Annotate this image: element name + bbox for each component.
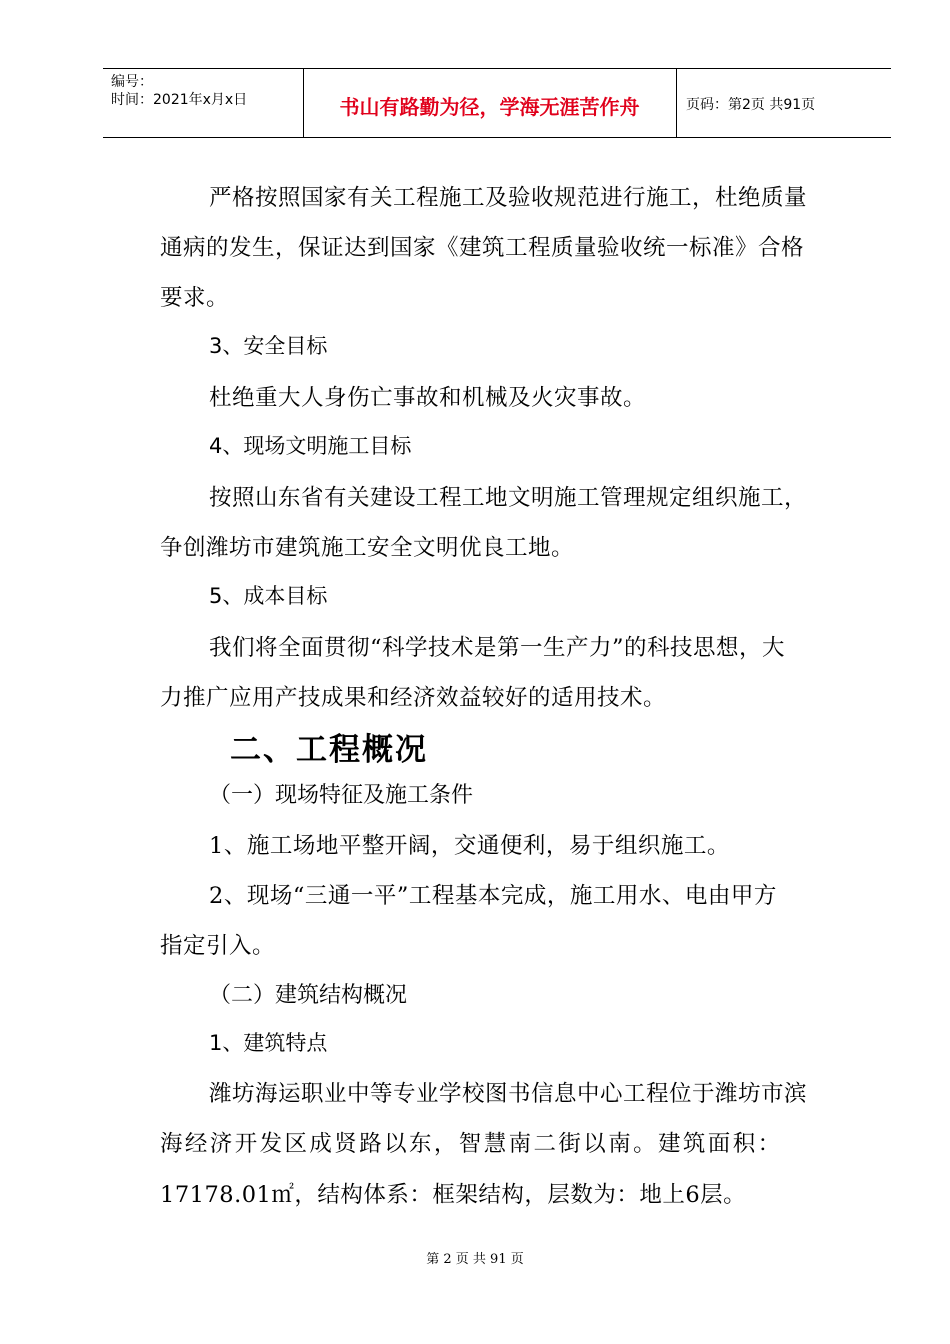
paragraph-line: 争创潍坊市建筑施工安全文明优良工地。 bbox=[160, 535, 575, 561]
paragraph-line: 海经济开发区成贤路以东，智慧南二街以南。建筑面积： bbox=[160, 1131, 783, 1157]
serial-label: 编号： bbox=[111, 74, 153, 90]
paragraph-line: 1、施工场地平整开阔，交通便利，易于组织施工。 bbox=[209, 833, 730, 859]
paragraph-line: 潍坊海运职业中等专业学校图书信息中心工程位于潍坊市滨 bbox=[209, 1081, 808, 1107]
paragraph-line: 要求。 bbox=[160, 285, 230, 311]
page-footer: 第 2 页 共 91 页 bbox=[426, 1252, 524, 1267]
date-label: 时间：2021年x月x日 bbox=[111, 92, 248, 108]
paragraph-line: 严格按照国家有关工程施工及验收规范进行施工，杜绝质量 bbox=[209, 185, 808, 211]
section-subheading: 4、现场文明施工目标 bbox=[209, 434, 412, 458]
paragraph-line: 按照山东省有关建设工程工地文明施工管理规定组织施工， bbox=[209, 485, 808, 511]
paragraph-line: 2、现场“三通一平”工程基本完成，施工用水、电由甲方 bbox=[209, 883, 777, 909]
paragraph-line: 我们将全面贯彻“科学技术是第一生产力”的科技思想，大 bbox=[209, 635, 786, 661]
paragraph-line: 指定引入。 bbox=[160, 933, 276, 959]
paragraph-line: 杜绝重大人身伤亡事故和机械及火灾事故。 bbox=[209, 385, 647, 411]
section-subheading: 1、建筑特点 bbox=[209, 1031, 328, 1055]
chapter-heading: 二、工程概况 bbox=[230, 732, 428, 768]
paragraph-line: 力推广应用产技成果和经济效益较好的适用技术。 bbox=[160, 685, 667, 711]
paragraph-line: 17178.01㎡，结构体系：框架结构，层数为：地上6层。 bbox=[160, 1182, 747, 1208]
page-header bbox=[103, 68, 891, 138]
section-subheading: 3、安全目标 bbox=[209, 334, 328, 358]
paragraph-line: 通病的发生，保证达到国家《建筑工程质量验收统一标准》合格 bbox=[160, 235, 805, 261]
section-subheading: 5、成本目标 bbox=[209, 584, 328, 608]
header-page-info: 页码：第2页 共91页 bbox=[686, 97, 816, 113]
header-divider bbox=[676, 69, 677, 137]
section-heading: （一）现场特征及施工条件 bbox=[209, 783, 474, 808]
section-heading: （二）建筑结构概况 bbox=[209, 983, 408, 1008]
header-motto: 书山有路勤为径，学海无涯苦作舟 bbox=[339, 95, 640, 119]
